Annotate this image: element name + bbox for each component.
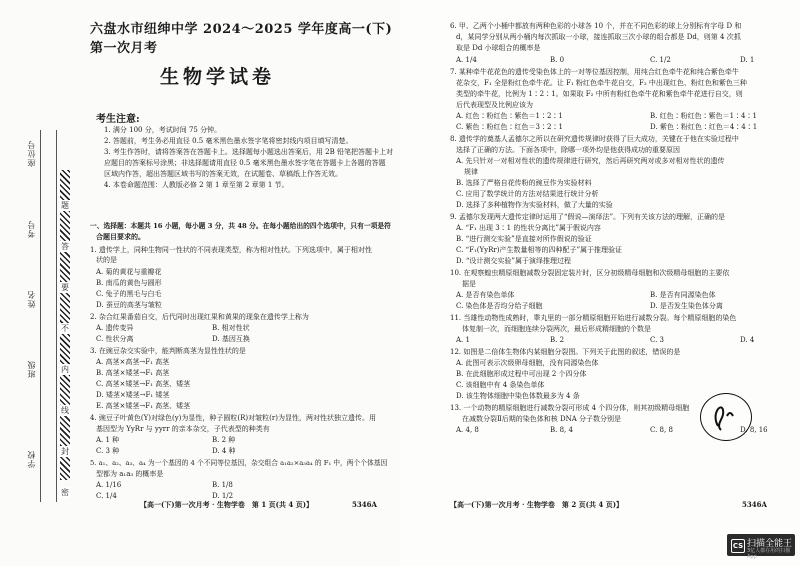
question-line: A. “F₁ 出现 3∶1 的性状分离比”属于假说内容 (456, 224, 601, 232)
question-line: 5. a₁、a₂、a₃、a₄ 为一个基因的 4 个不同等位基因，杂交组合 a₁a₂×a₃a₄ 的 F₁ 中，两个个体基因 (90, 459, 388, 467)
question-line: A. 菊的黄花与重瓣花 (96, 268, 162, 276)
question-line: 3. 在豌豆杂交实验中，能判断高茎为显性性状的是 (90, 347, 246, 355)
page-footer: 【高一(下)第一次月考 · 生物学卷 第 1 页(共 4 页)】 (140, 500, 314, 509)
question-line: 4. 豌豆子叶黄色(Y)对绿色(y)为显性，种子圆粒(R)对皱粒(r)为显性，两对性状独立遗传。用 (90, 414, 376, 422)
section-heading-cont: 合题目要求的。 (96, 232, 145, 241)
question-line: C. 3 (650, 336, 665, 344)
question-line: B. 是否有同源染色体 (650, 291, 716, 299)
question-line: 型都为 a₁a₃ 的概率是 (96, 470, 164, 478)
scanner-watermark (727, 534, 795, 560)
question-line: D. 矮茎×矮茎→F₁ 矮茎 (96, 391, 170, 399)
seal-strip (60, 170, 70, 497)
question-line: D. 该生物体细胞中染色体数最多为 4 条 (456, 392, 580, 400)
handwritten-mark (700, 393, 752, 441)
question-line: 基因型为 YyRr 与 yyrr 的亲本杂交，子代表型的种类有 (96, 425, 270, 433)
question-line: d，某同学分别从两小桶内每次抓取一小球，接连抓取三次小球的组合都是 Dd，则第 4 次抓 (456, 33, 741, 41)
question-line: 2. 杂合红果番茄自交，后代同时出现红果和黄果的现象在遗传学上称为 (90, 313, 309, 321)
question-line: B. 在此细胞形成过程中可出现 2 个四分体 (456, 370, 587, 378)
question-line: C. 8, 8 (650, 426, 673, 434)
question-line: A. 红色∶粉红色∶紫色＝1∶2∶1 (456, 112, 563, 120)
notice-item: 3. 考生作答时，请将答案答在答题卡上。选择题每小题选出答案后，用 2B 铅笔把答题卡上对 (104, 148, 393, 156)
question-line: A. 4, 8 (456, 426, 479, 434)
question-line: 10. 在观察蝗虫精原细胞减数分裂固定装片时，区分初级精母细胞和次级精母细胞的主要依 (450, 269, 730, 277)
scanner-logo-icon: CS (731, 539, 745, 553)
question-line: 8. 遗传学的奠基人孟德尔之所以在研究遗传规律时获得了巨大成功，关键在于他在实验过程中 (450, 135, 739, 143)
question-line: C. 紫色∶粉红色∶红色＝3∶2∶1 (456, 123, 563, 131)
question-line: D. 4 (740, 336, 755, 344)
question-line: 规律 (464, 168, 478, 176)
question-line: 体复制一次，而细胞连续分裂两次，最后形成精细胞的个数是 (462, 325, 651, 333)
notice-item: 1. 满分 100 分，考试时间 75 分钟。 (104, 126, 222, 134)
question-line: A. 1 (456, 336, 470, 344)
question-line: D. “设计测交实验”属于演绎推理过程 (456, 257, 571, 265)
question-line: B. 2 (550, 336, 565, 344)
question-line: A. 是否有染色单体 (456, 291, 515, 299)
question-line: 11. 当雄性动物性成熟时，睾丸里的一部分精原细胞开始进行减数分裂。每个精原细胞的染色 (450, 314, 737, 322)
seal-char: 要 (61, 283, 69, 292)
question-line: C. 高茎×矮茎→F₁ 高茎、矮茎 (96, 380, 191, 388)
question-line: 取是 Dd 小球组合的概率是 (456, 44, 541, 52)
question-line: 6. 甲、乙两个小桶中都放有两种色彩的小球各 10 个，并在不同色彩的球上分别标有字母 D 和 (450, 22, 742, 30)
scanner-label: 扫描全能王 (747, 539, 793, 549)
question-line: B. 1/8 (212, 481, 233, 489)
seal-char: 内 (61, 365, 69, 374)
binding-exam-number: 考号 (27, 220, 36, 238)
binding-margin (22, 130, 74, 502)
question-line: B. 8, 4 (550, 426, 573, 434)
paper-code: 5346A (742, 500, 767, 509)
exam-title: 六盘水市纽绅中学 2024～2025 学年度高一(下)第一次月考 (90, 22, 393, 56)
question-line: 类型的牵牛花，比例为 1∶2∶1。如果取 F₂ 中所有粉红色牵牛花和紫色牵牛花进行自交，则 (456, 90, 743, 98)
binding-class: 班级 (27, 360, 36, 378)
question-line: 13. 一个动物的精原细胞进行减数分裂可形成 4 个四分体，则其初级精母细胞 (450, 404, 690, 412)
question-line: C. 性状分离 (96, 335, 134, 343)
question-line: E. 高茎×矮茎→F₁ 高茎、矮茎 (96, 402, 191, 410)
question-line: C. 1/4 (96, 492, 117, 500)
binding-line (56, 130, 57, 502)
question-line: 7. 某种牵牛花花色的遗传受染色体上的一对等位基因控制，用纯合红色牵牛花和纯合紫色牵牛 (450, 68, 739, 76)
question-line: B. 0 (550, 56, 565, 64)
notice-item: 4. 本卷命题范围：人教版必修 2 第 1 章至第 2 章第 1 节。 (104, 181, 289, 189)
seal-char: 封 (61, 447, 69, 456)
question-line: B. 红色∶粉红色∶紫色＝1∶4∶1 (650, 112, 757, 120)
notice-item: 应题目的答案标号涂黑；非选择题请用直径 0.5 毫米黑色墨水签字笔在答题卡上各题的答题 (104, 159, 386, 167)
seal-char: 答 (61, 242, 69, 251)
seal-char: 题 (61, 201, 69, 210)
question-line: 1. 遗传学上，同种生物同一性状的不同表现类型，称为相对性状。下列选项中，属于相对性 (90, 246, 372, 254)
question-line: A. 高茎×高茎→F₁ 高茎 (96, 358, 170, 366)
question-line: D. 1 (740, 56, 755, 64)
question-line: A. 此图可表示次级卵母细胞，没有同源染色体 (456, 359, 599, 367)
page-footer: 【高一(下)第一次月考 · 生物学卷 第 2 页(共 4 页)】 (450, 500, 624, 509)
notice-item: 区域内作答，超出答题区域书写的答案无效，在试题卷、草稿纸上作答无效。 (104, 170, 342, 178)
exam-subtitle: 生物学试卷 (160, 66, 276, 88)
question-line: C. 3 种 (96, 447, 120, 455)
question-line: C. 该细胞中有 4 条染色单体 (456, 381, 545, 389)
question-line: B. “进行测交实验”是直接对所作假说的验证 (456, 235, 592, 243)
binding-name: 姓名 (27, 290, 36, 308)
question-line: B. 2 种 (212, 436, 236, 444)
notice-heading: 考生注意: (96, 114, 140, 125)
question-line: C. “F₁(YyRr)产生数量相等的四种配子”属于推理验证 (456, 246, 623, 254)
paper-code: 5346A (352, 500, 377, 509)
question-line: 据是 (462, 280, 476, 288)
question-line: 选择了正确的方法。下面各项中，除哪一项外均是他获得成功的重要原因 (456, 146, 680, 154)
question-line: 在减数分裂Ⅱ后期的染色体和核 DNA 分子数分别是 (462, 415, 621, 423)
notice-item: 2. 答题前，考生务必用直径 0.5 毫米黑色墨水签字笔将密封线内项目填写清楚。 (104, 137, 353, 145)
question-line: 9. 孟德尔发现两大遗传定律时运用了“假说—演绎法”。下列有关该方法的理解，正确的是 (450, 213, 726, 221)
question-line: 状的是 (96, 256, 117, 264)
question-line: D. 是否发生染色体分离 (650, 302, 723, 310)
question-line: D. 8, 16 (740, 426, 768, 434)
question-line: A. 1/4 (456, 56, 477, 64)
page-2 (400, 0, 800, 566)
question-line: C. 染色体是否均分给子细胞 (456, 302, 543, 310)
question-line: A. 1/16 (96, 481, 122, 489)
question-line: D. 选择了多种植物作为实验材料，做了大量的实验 (456, 201, 613, 209)
section-heading: 一、选择题：本题共 16 小题，每小题 3 分，共 48 分。在每小题给出的四个选项中，只有一项是符 (90, 222, 391, 230)
binding-school: 学校 (27, 450, 36, 468)
question-line: B. 高茎×矮茎→F₁ 高茎 (96, 369, 170, 377)
seal-char: 密 (61, 488, 69, 497)
binding-seat-number: 座位号 (27, 140, 36, 167)
question-line: D. 1/2 (212, 492, 234, 500)
question-line: B. 南瓜的黄色与圆形 (96, 279, 162, 287)
question-line: B. 相对性状 (212, 324, 250, 332)
question-line: D. 蚕豆的高茎与皱粒 (96, 301, 162, 309)
question-line: D. 4 种 (212, 447, 236, 455)
question-line: B. 选择了严格自花传粉的豌豆作为实验材料 (456, 179, 592, 187)
question-line: A. 1 种 (96, 436, 120, 444)
question-line: C. 1/2 (650, 56, 671, 64)
question-line: C. 应用了数学统计的方法对结果进行统计分析 (456, 190, 599, 198)
binding-line (40, 130, 41, 502)
question-line: A. 遗传变异 (96, 324, 134, 332)
question-line: A. 先只针对一对相对性状的遗传规律进行研究，然后再研究两对或多对相对性状的遗传 (456, 157, 725, 165)
scanner-sub: 3亿人都在用的扫描App (747, 548, 791, 560)
question-line: 花杂交，F₁ 全是粉红色牵牛花。让 F₁ 粉红色牵牛花自交，F₂ 中出现红色、粉红色和紫色三种 (456, 79, 747, 87)
question-line: 后代表现型及比例应该为 (456, 101, 533, 109)
seal-char: 线 (61, 406, 69, 415)
question-line: D. 基因互换 (212, 335, 250, 343)
question-line: D. 紫色∶粉红色∶红色＝4∶4∶1 (650, 123, 758, 131)
question-line: C. 兔子的黑毛与白毛 (96, 290, 162, 298)
question-line: 12. 如图是二倍体生物体内某细胞分裂图。下列关于此图的叙述，错误的是 (450, 348, 681, 356)
seal-char: 不 (61, 324, 69, 333)
